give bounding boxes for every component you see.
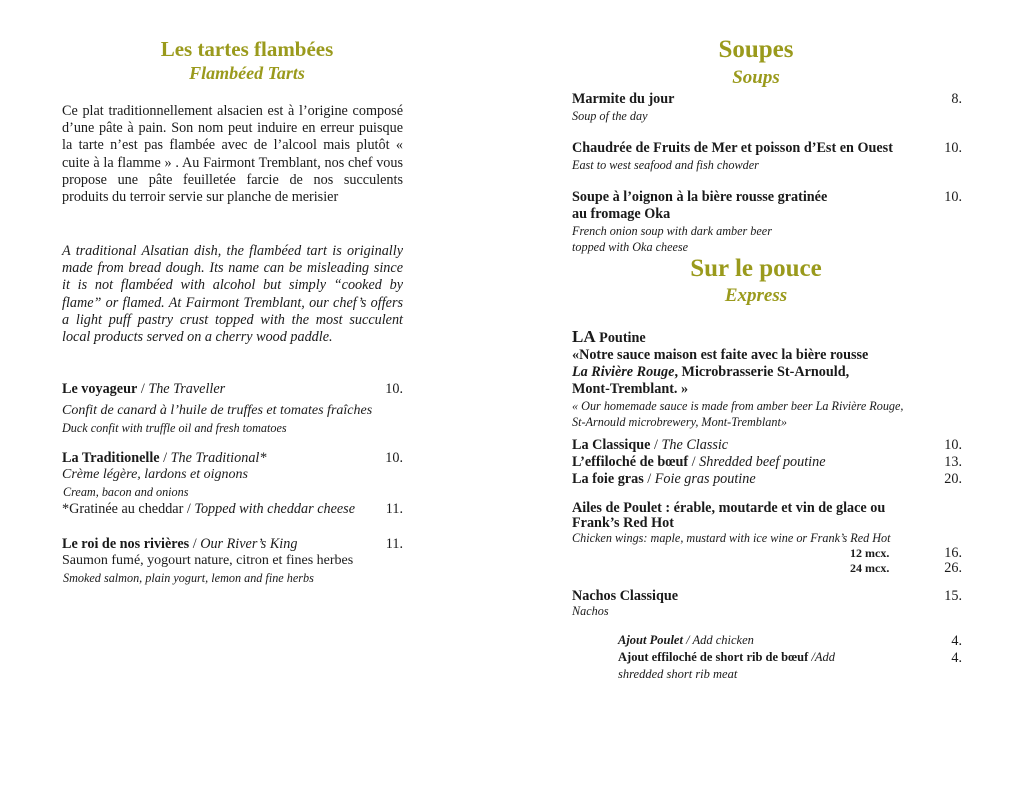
poutine-label: Poutine	[595, 330, 646, 346]
wings-qty: 24 mcx.	[850, 561, 890, 575]
wings-name-line2: Frank’s Red Hot	[572, 515, 674, 531]
item-separator: /	[189, 536, 201, 552]
option-label-en: Topped with cheddar cheese	[194, 501, 355, 517]
poutine-heading	[572, 327, 646, 347]
item-price: 20.	[944, 471, 962, 487]
menu-item	[62, 450, 403, 467]
item-name-line2: au fromage Oka	[572, 206, 671, 222]
menu-item	[62, 536, 403, 553]
addon-item	[618, 650, 962, 667]
item-name: Nachos Classique	[572, 588, 679, 604]
menu-item-option	[62, 501, 403, 518]
addon-name-fr: Ajout Poulet	[618, 633, 683, 647]
brewery-name: , Microbrasserie St-Arnould,	[674, 364, 850, 380]
express-title-fr: Sur le pouce	[690, 255, 822, 282]
item-desc-en: Cream, bacon and onions	[63, 485, 189, 499]
wings-price: 16.	[944, 545, 962, 561]
section-title-fr: Les tartes flambées	[160, 37, 334, 61]
item-desc: East to west seafood and fish chowder	[572, 158, 759, 172]
item-price: 10.	[385, 381, 403, 397]
soups-title-en: Soups	[732, 67, 780, 88]
addon-price: 4.	[951, 650, 962, 666]
poutine-la: LA	[572, 327, 596, 346]
item-name-fr: L’effiloché de bœuf	[572, 454, 689, 470]
item-desc-fr: Confit de canard à l’huile de truffes et tomates fraîches	[62, 403, 373, 418]
addon-name-en: /Add	[808, 650, 835, 664]
item-separator: /	[137, 381, 149, 397]
item-desc-en: Duck confit with truffle oil and fresh tomatoes	[62, 421, 287, 435]
poutine-quote-line1: «Notre sauce maison est faite avec la bière rousse	[572, 347, 869, 363]
item-name-en: Foie gras poutine	[654, 471, 756, 487]
item-name: Soupe à l’oignon à la bière rousse gratinée	[572, 189, 828, 205]
item-desc: Nachos	[572, 604, 609, 618]
menu-item	[572, 588, 962, 605]
item-price: 10.	[944, 437, 962, 453]
menu-item: La foie gras / Foie gras poutine 20.	[572, 471, 962, 487]
addon-price: 4.	[951, 633, 962, 649]
item-price: 11.	[385, 536, 403, 552]
poutine-quote-line3: Mont-Tremblant. »	[572, 381, 689, 397]
item-name: Marmite du jour	[572, 91, 675, 107]
item-name-fr: Le roi de nos rivières	[62, 536, 190, 552]
item-price: 13.	[944, 454, 962, 470]
menu-item	[62, 381, 403, 398]
item-price: 15.	[944, 588, 962, 604]
soups-title-fr: Soupes	[718, 36, 794, 63]
item-name-fr: La foie gras	[572, 471, 644, 487]
item-name-en: The Classic	[661, 437, 729, 453]
item-name-fr: La Classique	[572, 437, 651, 453]
item-price: 8.	[951, 91, 962, 107]
item-separator: /	[159, 450, 171, 466]
item-price: 10.	[944, 140, 962, 156]
wings-qty: 12 mcx.	[850, 546, 890, 560]
express-title-en: Express	[724, 285, 788, 306]
addon-item	[618, 633, 962, 650]
item-name-fr: La Traditionelle	[62, 450, 160, 466]
menu-item: La Classique / The Classic 10.	[572, 437, 962, 453]
option-price: 11.	[385, 501, 403, 517]
item-desc: French onion soup with dark amber beer	[572, 224, 772, 238]
item-desc-en: Smoked salmon, plain yogurt, lemon and fine herbs	[63, 571, 314, 585]
beer-name: La Rivière Rouge	[572, 364, 675, 380]
intro-paragraph-en: A traditional Alsatian dish, the flambéed tart is originally made from bread dough. Its name can be misleading since it is not flambéed with alcohol but simply “cooked by flame” or flamed. At Fairmont Tremblant, our chef’s offers a light puff pastry crust topped with the most succulent local products served on a cherry wood paddle.	[62, 243, 403, 346]
addon-name-en-line2: shredded short rib meat	[618, 667, 738, 681]
option-label-fr: *Gratinée au cheddar /	[62, 501, 195, 517]
intro-paragraph-fr: Ce plat traditionnellement alsacien est à l’origine composé d’une pâte à pain. Son nom peut induire en erreur puisque la tarte n’est pas flambée avec de l’alcool mais plutôt « cuite à la flamme » . Au Fairmont Tremblant, nos chef vous propose une pâte feuilletée farcie de nos succulents produits du terroir servie sur planche de merisier	[62, 103, 403, 206]
addon-name-en: / Add chicken	[682, 633, 754, 647]
item-name-en: The Traveller	[148, 381, 226, 397]
wings-desc: Chicken wings: maple, mustard with ice wine or Frank’s Red Hot	[572, 531, 891, 545]
item-price: 10.	[944, 189, 962, 205]
poutine-quote-en-line2: St-Arnould microbrewery, Mont-Tremblant»	[572, 415, 787, 429]
menu-item: L’effiloché de bœuf / Shredded beef poutine 13.	[572, 454, 962, 470]
item-name: Chaudrée de Fruits de Mer et poisson d’Est en Ouest	[572, 140, 893, 156]
item-desc-line2: topped with Oka cheese	[572, 240, 689, 254]
poutine-quote-line2	[572, 364, 849, 381]
menu-item	[572, 91, 962, 108]
item-desc: Soup of the day	[572, 109, 648, 123]
wings-price: 26.	[944, 560, 962, 576]
item-name-en: The Traditional*	[170, 450, 267, 466]
wings-name-line1: Ailes de Poulet : érable, moutarde et vin de glace ou	[572, 500, 886, 516]
addon-name-fr: Ajout effiloché de short rib de bœuf	[618, 650, 809, 664]
menu-item	[572, 189, 962, 206]
item-name-fr: Le voyageur	[62, 381, 138, 397]
section-title-en: Flambéed Tarts	[189, 63, 305, 83]
item-desc-fr: Saumon fumé, yogourt nature, citron et fines herbes	[62, 553, 354, 568]
poutine-quote-en-line1: « Our homemade sauce is made from amber beer La Rivière Rouge,	[572, 399, 904, 413]
item-price: 10.	[385, 450, 403, 466]
item-name-en: Our River’s King	[200, 536, 298, 552]
item-desc-fr: Crème légère, lardons et oignons	[62, 467, 248, 482]
menu-item	[572, 140, 962, 157]
item-name-en: Shredded beef poutine	[699, 454, 826, 470]
